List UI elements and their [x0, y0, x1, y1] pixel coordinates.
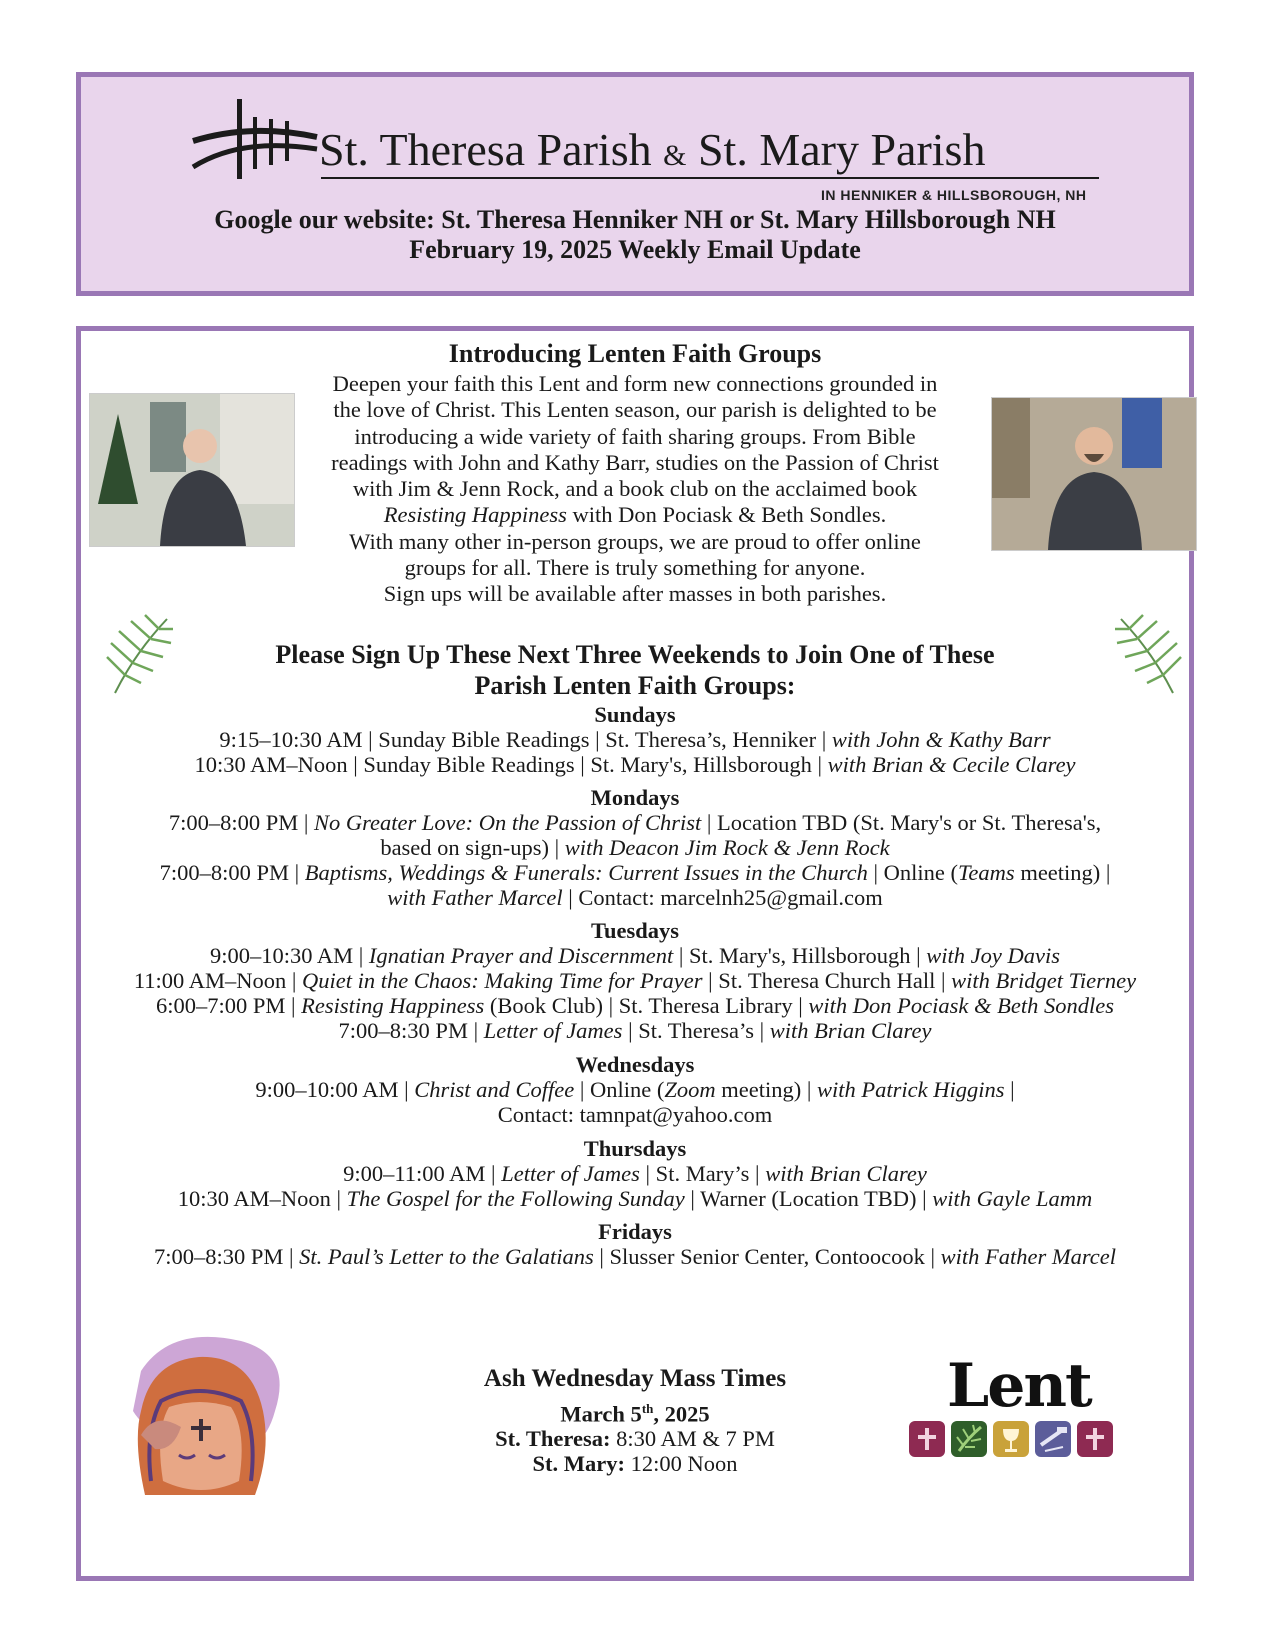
day-heading-monday: Mondays: [590, 785, 680, 810]
day-heading-sunday: Sundays: [594, 702, 676, 727]
parish-name: [319, 123, 985, 176]
row-title: Baptisms, Weddings & Funerals: Current Issues in the Church: [304, 860, 868, 885]
parish-amp: &: [663, 139, 687, 172]
row-time: 9:00–10:30 AM |: [209, 943, 369, 968]
row-location: | Warner (Location TBD) |: [684, 1186, 933, 1211]
header-banner: [76, 72, 1194, 296]
row-location: | St. Theresa’s |: [622, 1018, 770, 1043]
row-time: 9:00–11:00 AM |: [343, 1161, 502, 1186]
intro-line-text: with Don Pociask & Beth Sondles.: [572, 502, 887, 528]
lent-logo: [905, 1351, 1135, 1469]
ash-date-text: March 5: [560, 1401, 642, 1427]
day-heading-wednesday: Wednesdays: [575, 1052, 695, 1077]
parish-name-2: St. Mary Parish: [697, 124, 986, 175]
schedule-row: [81, 1018, 1189, 1044]
schedule-row: [81, 810, 1189, 836]
row-leader: with Brian & Cecile Clarey: [827, 752, 1076, 777]
day-heading-tuesday: Tuesdays: [591, 918, 679, 943]
main-content: [76, 326, 1194, 1581]
row-leader: with Father Marcel: [940, 1244, 1116, 1269]
row-location: meeting) |: [715, 1077, 818, 1102]
schedule-row: [81, 727, 1189, 753]
day-heading-thursday: Thursdays: [583, 1136, 687, 1161]
parish-name-1: St. Theresa Parish: [319, 124, 652, 175]
row-title: St. Paul’s Letter to the Galatians: [299, 1244, 594, 1269]
row-location: | Online (: [574, 1077, 665, 1102]
row-leader: with Father Marcel: [387, 885, 563, 910]
row-time: 10:30 AM–Noon |: [177, 1186, 347, 1211]
cross-icon: [1077, 1421, 1113, 1457]
day-heading-friday: Fridays: [598, 1219, 672, 1244]
row-leader: with Brian Clarey: [769, 1018, 932, 1043]
intro-line: with Jim & Jenn Rock, and a book club on the acclaimed book: [352, 476, 918, 502]
lent-icon-tiles: [909, 1421, 1113, 1457]
intro-line: readings with John and Kathy Barr, studies on the Passion of Christ: [331, 449, 939, 475]
row-location: based on sign-ups) |: [380, 835, 565, 860]
row-location: (Book Club) | St. Theresa Library |: [484, 993, 809, 1018]
row-title: Quiet in the Chaos: Making Time for Prayer: [301, 968, 703, 993]
row-location: | St. Mary's, Hillsborough |: [673, 943, 927, 968]
cross-icon: [909, 1421, 945, 1457]
ash-wednesday-title: Ash Wednesday Mass Times: [483, 1365, 787, 1392]
row-time: 6:00–7:00 PM |: [155, 993, 302, 1018]
schedule-row: [81, 1186, 1189, 1212]
row-leader: with Patrick Higgins: [817, 1077, 1005, 1102]
intro-line: Sign ups will be available after masses in both parishes.: [383, 581, 887, 607]
logo-rule: [321, 177, 1099, 179]
ash-times: 12:00 Noon: [624, 1451, 738, 1476]
row-title: Letter of James: [483, 1018, 623, 1043]
row-contact: | Contact: marcelnh25@gmail.com: [562, 885, 883, 910]
row-leader: with Brian Clarey: [765, 1161, 927, 1186]
row-title: Letter of James: [501, 1161, 640, 1186]
row-time: 7:00–8:00 PM |: [168, 810, 314, 835]
row-title: Ignatian Prayer and Discernment: [368, 943, 674, 968]
ash-church-label: St. Mary:: [532, 1451, 625, 1476]
schedule-row: [81, 943, 1189, 969]
website-line: Google our website: St. Theresa Henniker NH or St. Mary Hillsborough NH: [214, 205, 1056, 234]
row-leader: with Joy Davis: [926, 943, 1061, 968]
row-leader: with Gayle Lamm: [932, 1186, 1093, 1211]
row-text: 10:30 AM–Noon | Sunday Bible Readings | St. Mary's, Hillsborough |: [194, 752, 828, 777]
row-title: Christ and Coffee: [414, 1077, 575, 1102]
row-text: 9:15–10:30 AM | Sunday Bible Readings | St. Theresa’s, Henniker |: [219, 727, 832, 752]
intro-paragraph: [81, 371, 1189, 608]
parish-location: IN HENNIKER & HILLSBOROUGH, NH: [821, 187, 1087, 203]
ash-times: 8:30 AM & 7 PM: [610, 1426, 775, 1451]
row-title: Resisting Happiness: [301, 993, 485, 1018]
row-location: | St. Mary’s |: [639, 1161, 766, 1186]
schedule-row: [81, 860, 1189, 886]
chalice-icon: [993, 1421, 1029, 1457]
row-title: The Gospel for the Following Sunday: [346, 1186, 685, 1211]
intro-title: Introducing Lenten Faith Groups: [448, 339, 822, 368]
schedule-row: [81, 885, 1189, 911]
book-title: Resisting Happiness: [383, 502, 567, 528]
row-time: 9:00–10:00 AM |: [255, 1077, 415, 1102]
row-leader: with Don Pociask & Beth Sondles: [808, 993, 1115, 1018]
schedule-row: [81, 993, 1189, 1019]
intro-line: With many other in-person groups, we are proud to offer online: [349, 528, 921, 554]
signup-title: [81, 639, 1189, 701]
intro-line: introducing a wide variety of faith sharing groups. From Bible: [354, 423, 916, 449]
row-title: No Greater Love: On the Passion of Christ: [314, 810, 702, 835]
row-time: 7:00–8:30 PM |: [338, 1018, 484, 1043]
row-time: 7:00–8:30 PM |: [154, 1244, 300, 1269]
update-date-line: February 19, 2025 Weekly Email Update: [409, 235, 861, 264]
row-location: | Online (: [867, 860, 958, 885]
ash-date-year: , 2025: [653, 1401, 710, 1427]
row-platform: Teams: [957, 860, 1015, 885]
schedule-row: [81, 1077, 1189, 1103]
row-time: 11:00 AM–Noon |: [133, 968, 302, 993]
intro-line: Deepen your faith this Lent and form new connections grounded in: [332, 371, 938, 396]
ash-church-label: St. Theresa:: [495, 1426, 611, 1451]
ash-date-suffix: th: [641, 1401, 654, 1416]
schedule-row: [81, 752, 1189, 778]
row-location: | Location TBD (St. Mary's or St. Theresa's,: [701, 810, 1102, 835]
row-leader: with John & Kathy Barr: [831, 727, 1051, 752]
row-location: | St. Theresa Church Hall |: [702, 968, 952, 993]
row-location: | Slusser Senior Center, Contoocook |: [593, 1244, 941, 1269]
intro-line: the love of Christ. This Lenten season, our parish is delighted to be: [333, 397, 937, 423]
intro-line: [81, 502, 1189, 528]
schedule-row: [81, 968, 1189, 994]
row-separator: |: [1004, 1077, 1015, 1102]
signup-title-line: Parish Lenten Faith Groups:: [474, 671, 796, 700]
row-leader: with Deacon Jim Rock & Jenn Rock: [564, 835, 890, 860]
hammer-nails-icon: [1035, 1421, 1071, 1457]
signup-title-line: Please Sign Up These Next Three Weekends to Join One of These: [275, 640, 995, 669]
lent-word: Lent: [947, 1351, 1091, 1421]
row-time: 7:00–8:00 PM |: [159, 860, 305, 885]
parish-logo: [191, 97, 1087, 203]
schedule-row: [81, 1161, 1189, 1187]
schedule-row: [81, 835, 1189, 861]
row-platform: Zoom: [664, 1077, 716, 1102]
schedule-row: [81, 1244, 1189, 1270]
palm-icon: [951, 1421, 987, 1457]
intro-line: groups for all. There is truly something for anyone.: [404, 555, 866, 581]
row-location: meeting) |: [1014, 860, 1111, 885]
schedule-row: Contact: tamnpat@yahoo.com: [497, 1102, 773, 1127]
row-leader: with Bridget Tierney: [951, 968, 1137, 993]
bridge-cross-icon: [191, 97, 321, 189]
